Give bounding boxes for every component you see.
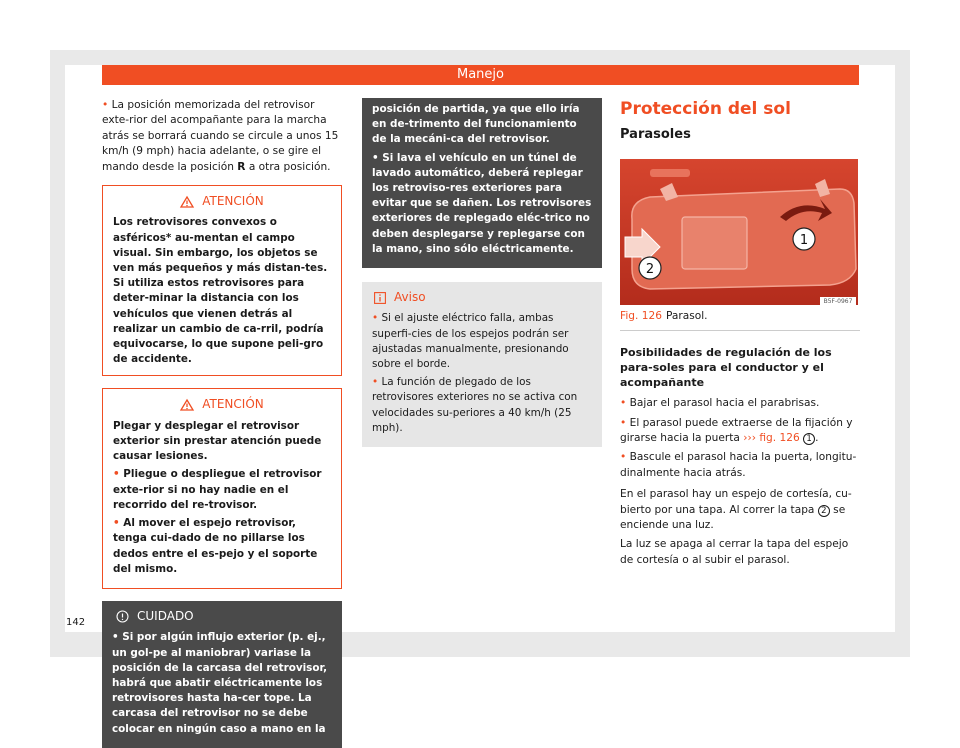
figure-marker-2: 2	[645, 261, 655, 277]
care-box	[102, 601, 342, 748]
section-header: Manejo	[102, 65, 859, 85]
warning-text: Los retrovisores convexos o asféricos* au-mentan el campo visual. Sin embargo, los objetos se ven más pequeños y más distan-tes. Si utiliza estos retrovisores para deter-minar la distancia con los vehículos que vienen detrás al realizar un cambio de ca-rril, podría equivocarse, lo que supone peli-gro de accidente.	[113, 216, 328, 366]
warning-text: Plegar y desplegar el retrovisor exterior sin prestar atención puede causar lesiones.	[113, 419, 322, 463]
bullet-item: • El parasol puede extraerse de la fijación y girarse hacia la puerta ››› fig. 126 1 .	[620, 416, 853, 445]
care-bullet: • Si lava el vehículo en un túnel de lavado automático, deberá replegar los retroviso-res exteriores para evitar que se dañen. Los retrovisores exteriores de replegado eléc-trico no deben desplegarse y replegarse con la mano, sino sólo eléctricamente.	[372, 151, 592, 255]
sun-visor-illustration	[620, 159, 858, 305]
sun-visor-figure	[620, 159, 858, 305]
info-circle-icon	[116, 610, 129, 623]
paragraph: La luz se apaga al cerrar la tapa del espejo de cortesía o al subir el parasol.	[620, 538, 849, 566]
figure-code: B5F-0967	[823, 297, 853, 305]
column-1	[102, 98, 342, 748]
warning-icon	[180, 196, 194, 208]
notice-box	[362, 282, 602, 447]
warning-box-2	[102, 388, 342, 588]
notice-header: Aviso	[362, 282, 602, 309]
info-square-icon	[374, 292, 386, 304]
bullet-item: • Bascule el parasol hacia la puerta, longitu-dinalmente hacia atrás.	[620, 451, 857, 479]
figure-marker-1: 1	[799, 232, 809, 248]
warning-icon	[180, 399, 194, 411]
care-box-continued: posición de partida, ya que ello iría en de-trimento del funcionamiento de la mecáni-ca del retrovisor. • Si lava el vehículo en un túnel de lavado automático, deberá replegar los retroviso-res exteriores para evitar que se dañen. Los retrovisores exteriores de replegado eléc-trico no deben desplegarse y replegarse con la mano, sino sólo eléctricamente.	[362, 98, 602, 268]
column-2	[362, 98, 602, 447]
notice-bullet: • Si el ajuste eléctrico falla, ambas superfi-cies de los espejos podrán ser ajustadas manualmente, presionando sobre el borde.	[372, 312, 569, 371]
number-badge: 1	[803, 433, 815, 445]
number-badge: 2	[818, 505, 830, 517]
figure-link[interactable]: ››› fig. 126	[743, 432, 800, 445]
bullet-item: • Bajar el parasol hacia el parabrisas.	[620, 397, 820, 410]
paragraph: En el parasol hay un espejo de cortesía, cu-bierto por una tapa. Al correr la tapa 2 se enciende una luz.	[620, 488, 852, 532]
care-header: CUIDADO	[102, 601, 342, 628]
care-bullet: • Si por algún influjo exterior (p. ej., un gol-pe al maniobrar) variase la posición de la carcasa del retrovisor, habrá que abatir eléctricamente los retrovisores hasta ha-cer tope. La carcasa del retrovisor no se debe colocar en ningún caso a mano en la	[112, 631, 328, 735]
page-number: 142	[66, 617, 86, 628]
subsection-title: Parasoles	[620, 127, 691, 143]
intro-paragraph: • La posición memorizada del retrovisor exte-rior del acompañante para la marcha atrás se borrará cuando se circule a unos 15 km/h (9 mph) hacia adelante, o se gire el mando desde la posición R a otra posición.	[102, 99, 339, 173]
subheading: Posibilidades de regulación de los para-soles para el conductor y el acompañante	[620, 346, 832, 390]
column-3	[620, 98, 860, 572]
warning-header: ATENCIÓN	[103, 389, 341, 416]
warning-header: ATENCIÓN	[103, 186, 341, 213]
warning-bullet: • Al mover el espejo retrovisor, tenga cui-dado de no pillarse los dedos entre el es-pejo y el soporte del mismo.	[113, 517, 318, 575]
section-title: Protección del sol	[620, 99, 791, 119]
warning-box-1	[102, 185, 342, 376]
warning-bullet: • Pliegue o despliegue el retrovisor exte-rior si no hay nadie en el recorrido del re-trovisor.	[113, 468, 322, 511]
notice-bullet: • La función de plegado de los retrovisores exteriores no se activa con velocidades su-periores a 40 km/h (25 mph).	[372, 376, 578, 434]
figure-caption: Fig. 126 Parasol.	[620, 305, 860, 331]
